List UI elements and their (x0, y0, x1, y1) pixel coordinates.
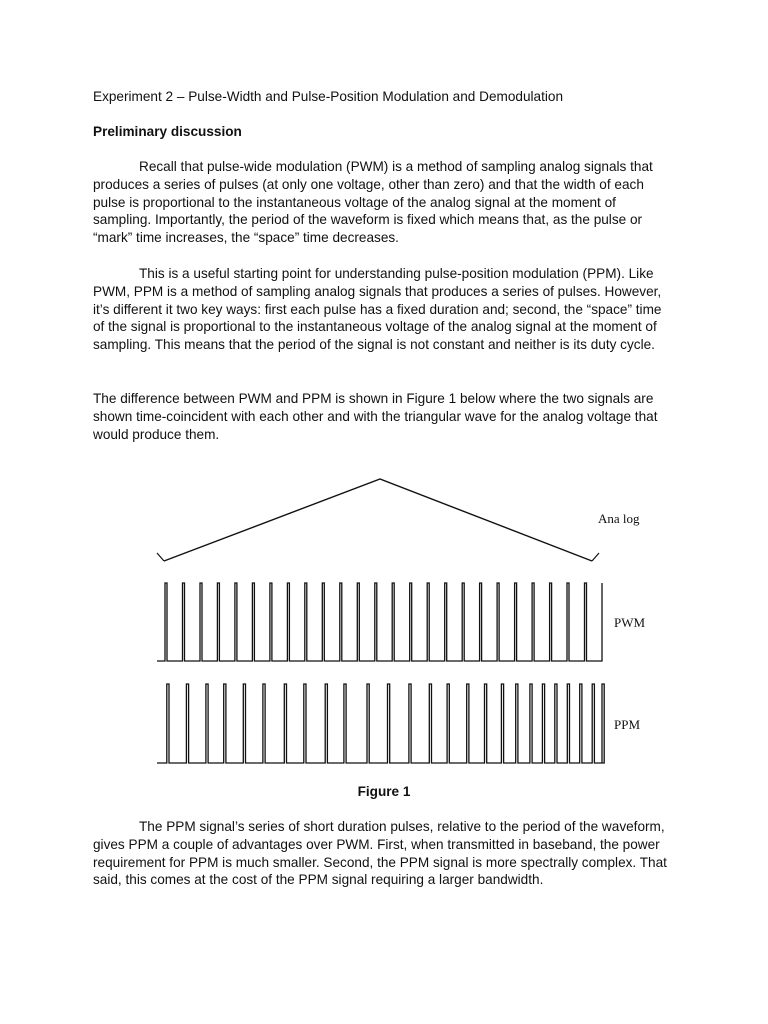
ppm-waveform (157, 684, 604, 763)
pwm-waveform (157, 583, 602, 661)
paragraph-ppm-intro: This is a useful starting point for understanding pulse-position modulation (PPM). Like PWM, PPM is a method of sampling analog signals that produces a series of pulses. However, it’s different it two key ways: first each pulse has a fixed duration and; second, the “space” time of the signal is proportional to the instantaneous voltage of the analog signal at the moment of sampling. This means that the period of the signal is not constant and neither is its duty cycle. (93, 266, 662, 353)
analog-label: Ana log (598, 511, 640, 526)
ppm-label: PPM (614, 717, 641, 732)
paragraph-ppm-advantages: The PPM signal’s series of short duration pulses, relative to the period of the waveform, gives PPM a couple of advantages over PWM. First, when transmitted in baseband, the power requirement for PPM is much smaller. Second, the PPM signal is more spectrally complex. That said, this comes at the cost of the PPM signal requiring a larger bandwidth. (93, 819, 667, 888)
analog-left-tick (157, 553, 164, 561)
document-title: Experiment 2 – Pulse-Width and Pulse-Position Modulation and Demodulation (93, 89, 563, 104)
analog-triangle-wave (164, 479, 592, 561)
analog-right-tick (592, 553, 599, 561)
section-heading: Preliminary discussion (93, 124, 242, 139)
pwm-label: PWM (614, 615, 646, 630)
paragraph-pwm-recall: Recall that pulse-wide modulation (PWM) is a method of sampling analog signals that produces a series of pulses (at only one voltage, other than zero) and that the width of each pulse is proportional to the instantaneous voltage of the analog signal at the moment of sampling. Importantly, the period of the waveform is fixed which means that, as the pulse or “mark” time increases, the “space” time decreases. (93, 159, 653, 246)
pwm-signal-path (157, 583, 602, 661)
ppm-signal-path (157, 684, 604, 763)
figure-caption: Figure 1 (357, 784, 411, 799)
figure-1-diagram (0, 465, 768, 775)
paragraph-figure-reference: The difference between PWM and PPM is shown in Figure 1 below where the two signals are shown time-coincident with each other and with the triangular wave for the analog voltage that would produce them. (93, 391, 658, 442)
